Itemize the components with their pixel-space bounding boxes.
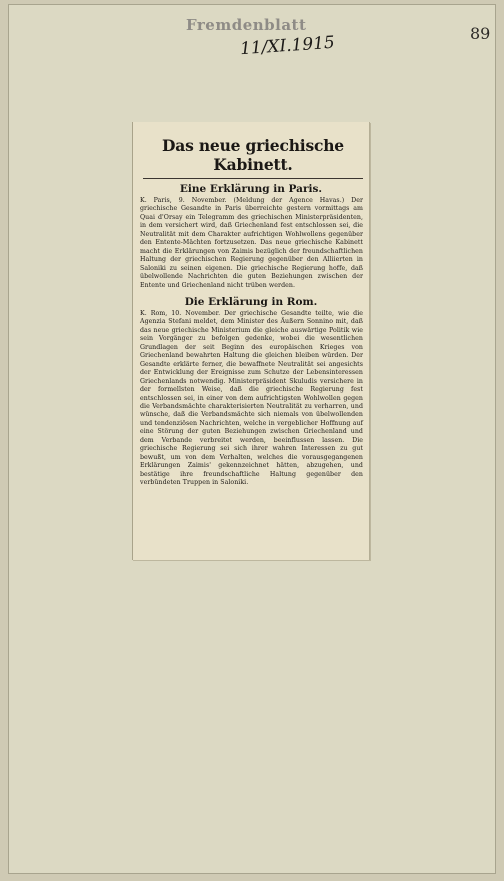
page-number: 89	[470, 24, 491, 43]
section-text-rom: K. Rom, 10. November. Der griechische Gesandte teilte, wie die Agenzia Stefani meldet, dem Minister des Äußern Sonnino mit, daß das neue griechische Ministerium die gleiche auswärtige Politik wie sein Vorgänger zu befolgen gedenke, wobei die wesentlichen Grundlagen der seit Beginn des europäischen Krieges von Griechenland bewahrten Haltung die gleichen bleiben würden. Der Gesandte erklärte ferner, die bewaffnete Neutralität sei angesichts der Entwicklung der Ereignisse zum Schutze der Lebensinteressen Griechenlands notwendig. Ministerpräsident Skuludis versichere in der formellsten Weise, daß die griechische Regierung fest entschlossen sei, in einer von dem aufrichtigsten Wohlwollen gegen die Verbandsmächte charakterisierten Neutralität zu verharren, und wünsche, daß die Verbandsmächte sich niemals von übelwollenden und tendenziösen Nachrichten, welche in vergeblicher Hoffnung auf eine Störung der guten Beziehungen zwischen Griechenland und dem Verbande verbreitet werden, beeinflussen lassen. Die griechische Regierung sei sich ihrer wahren Interessen zu gut bewußt, um von dem Verhalten, welches die vorausgegangenen Erklärungen Zaimis' gekennzeichnet hätten, abzugehen, und bestätige ihre freundschaftliche Haltung gegenüber den verbündeten Truppen in Saloniki.	[140, 309, 363, 487]
section-title-rom: Die Erklärung in Rom.	[184, 295, 318, 308]
article-headline: Das neue griechische Kabinett.	[143, 136, 363, 179]
section-title-paris: Eine Erklärung in Paris.	[179, 183, 323, 195]
newspaper-clipping	[132, 122, 370, 560]
handwritten-date: 11/XI.1915	[239, 32, 336, 60]
section-text-paris: K. Paris, 9. November. (Meldung der Agence Havas.) Der griechische Gesandte in Paris überreichte gestern vormittags am Quai d'Orsay ein Telegramm des griechischen Ministerpräsidenten, in dem versichert wird, daß Griechenland fest entschlossen sei, die Neutralität mit dem Charakter aufrichtigen Wohlwollens gegenüber den Entente-Mächten fortzusetzen. Das neue griechische Kabinett macht die Erklärungen von Zaimis bezüglich der freundschaftlichen Haltung der griechischen Regierung gegenüber den Alliierten in Saloniki zu seinen eigenen. Die griechische Regierung hoffe, daß übelwollende Nachrichten die guten Beziehungen zwischen der Entente und Griechenland nicht trüben werden.	[140, 197, 363, 289]
newspaper-name-stamp: Fremdenblatt	[186, 16, 307, 34]
